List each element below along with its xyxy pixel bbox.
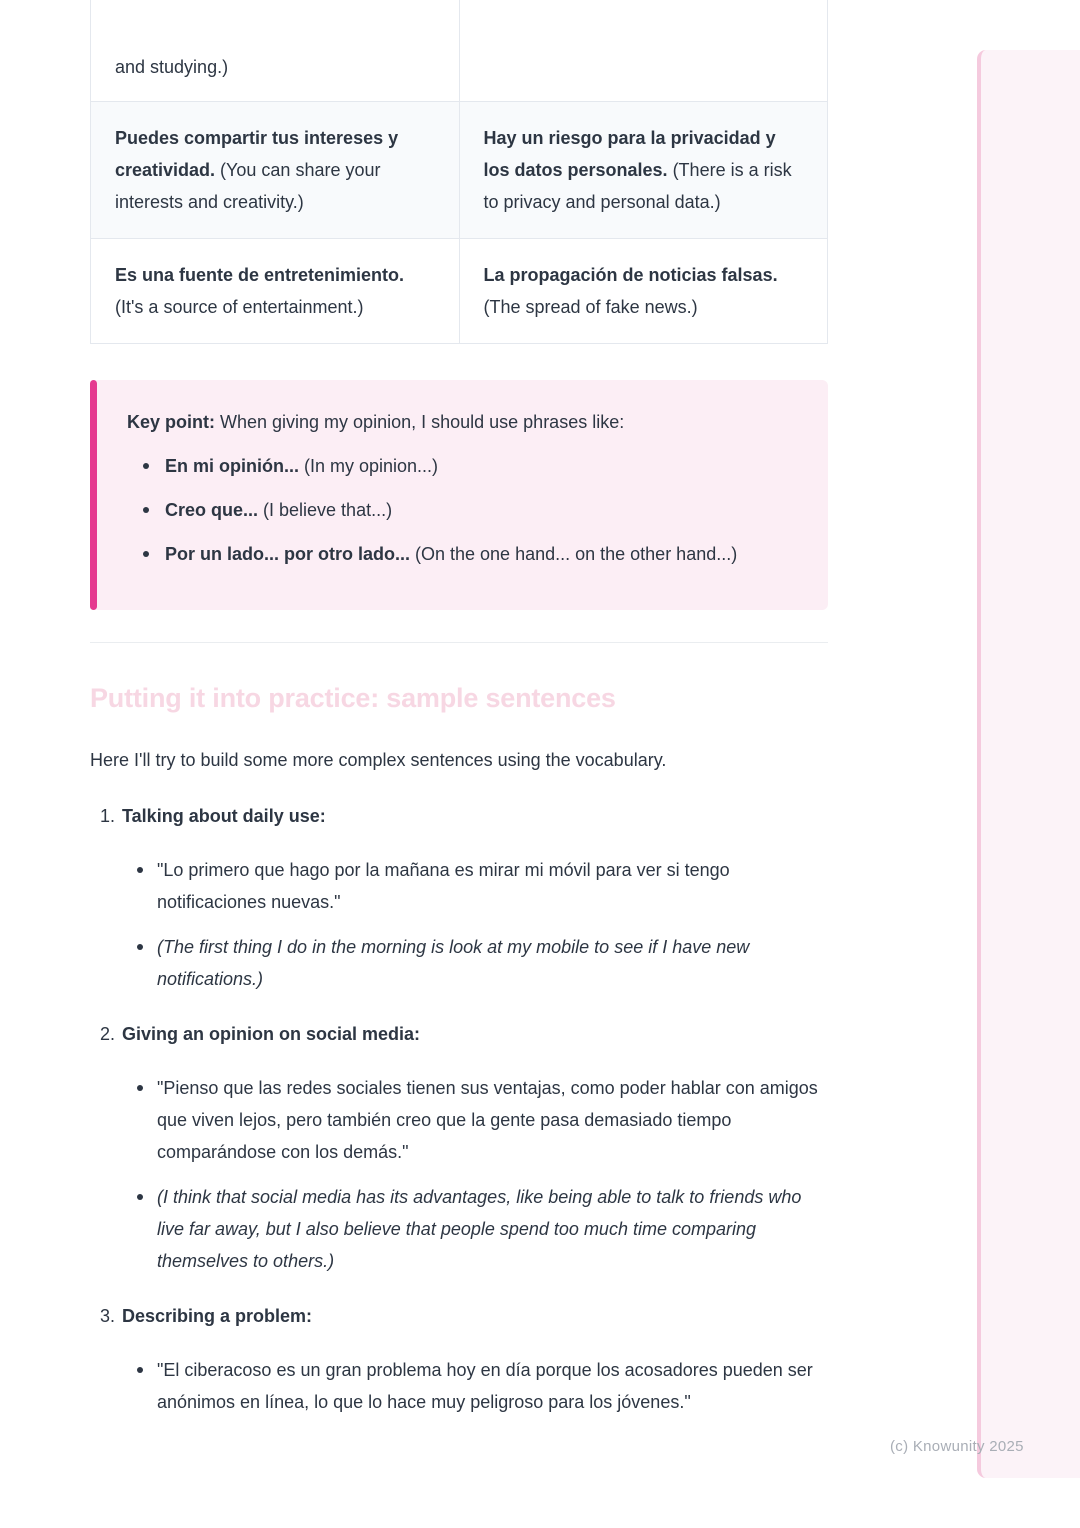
item-number: 3. [100, 1305, 116, 1326]
phrase-spanish: Por un lado... por otro lado... [165, 543, 410, 564]
bullet-list [90, 1072, 828, 1277]
item-number: 1. [100, 805, 116, 826]
cell-translation: (You can share your interests and creativity.) [115, 159, 381, 212]
numbered-item [90, 800, 828, 995]
table-row [91, 0, 828, 101]
section-intro: Here I'll try to build some more complex sentences using the vocabulary. [90, 749, 667, 770]
cell-translation: (The spread of fake news.) [483, 296, 698, 317]
list-item-translation: (The first thing I do in the morning is look at my mobile to see if I have new notifications.) [157, 931, 828, 995]
cell-spanish: Es una fuente de entretenimiento. [115, 264, 405, 285]
table-cell-pro [91, 238, 460, 343]
item-number: 2. [100, 1023, 116, 1044]
next-page-edge-decoration [977, 50, 1080, 1478]
document-content [90, 0, 828, 1418]
item-label: Talking about daily use: [122, 805, 326, 826]
callout-title-rest: When giving my opinion, I should use phrases like: [215, 411, 625, 432]
list-item: "Pienso que las redes sociales tienen sus ventajas, como poder hablar con amigos que viven lejos, pero también creo que la gente pasa demasiado tiempo comparándose con los demás." [157, 1072, 828, 1168]
list-item: "El ciberacoso es un gran problema hoy en día porque los acosadores pueden ser anónimos en línea, lo que lo hace muy peligroso para los jóvenes." [157, 1354, 828, 1418]
list-item [165, 494, 794, 526]
cell-translation: (It's a source of entertainment.) [115, 296, 364, 317]
cell-translation: (There is a risk to privacy and personal data.) [483, 159, 792, 212]
cell-spanish: Puedes compartir tus intereses y creatividad. [115, 127, 399, 180]
key-point-callout [90, 380, 828, 610]
table-cell-pro [91, 101, 460, 238]
numbered-item-heading [90, 800, 828, 832]
phrase-spanish: Creo que... [165, 499, 259, 520]
list-item [165, 538, 794, 570]
section-divider [90, 642, 828, 643]
cell-translation: and studying.) [115, 56, 229, 77]
table-cell-pro [91, 0, 460, 101]
table-cell-con [459, 101, 828, 238]
list-item [165, 450, 794, 482]
numbered-item-heading [90, 1018, 828, 1050]
table-row [91, 238, 828, 343]
phrase-translation: (On the one hand... on the other hand...) [410, 543, 738, 564]
pros-cons-table [90, 0, 828, 344]
watermark: (c) Knowunity 2025 [890, 1438, 1024, 1455]
list-item-translation: (I think that social media has its advantages, like being able to talk to friends who live far away, but I also believe that people spend too much time comparing themselves to others.) [157, 1181, 828, 1277]
callout-accent-bar [90, 380, 97, 610]
cell-spanish: La propagación de noticias falsas. [483, 264, 778, 285]
numbered-item [90, 1300, 828, 1418]
callout-title [127, 406, 794, 438]
numbered-list [90, 800, 828, 1418]
item-label: Giving an opinion on social media: [122, 1023, 421, 1044]
callout-title-bold: Key point: [127, 411, 215, 432]
section-heading: Putting it into practice: sample sentences [90, 682, 616, 713]
phrase-spanish: En mi opinión... [165, 455, 299, 476]
numbered-item [90, 1018, 828, 1277]
list-item: "Lo primero que hago por la mañana es mirar mi móvil para ver si tengo notificaciones nuevas." [157, 854, 828, 918]
numbered-item-heading [90, 1300, 828, 1332]
bullet-list [90, 854, 828, 995]
table-row [91, 101, 828, 238]
cell-spanish: Hay un riesgo para la privacidad y los datos personales. [483, 127, 776, 180]
item-label: Describing a problem: [122, 1305, 313, 1326]
table-cell-con [459, 238, 828, 343]
bullet-list [90, 1354, 828, 1418]
table-cell-con [459, 0, 828, 101]
callout-list [127, 450, 794, 570]
phrase-translation: (I believe that...) [258, 499, 393, 520]
phrase-translation: (In my opinion...) [299, 455, 439, 476]
